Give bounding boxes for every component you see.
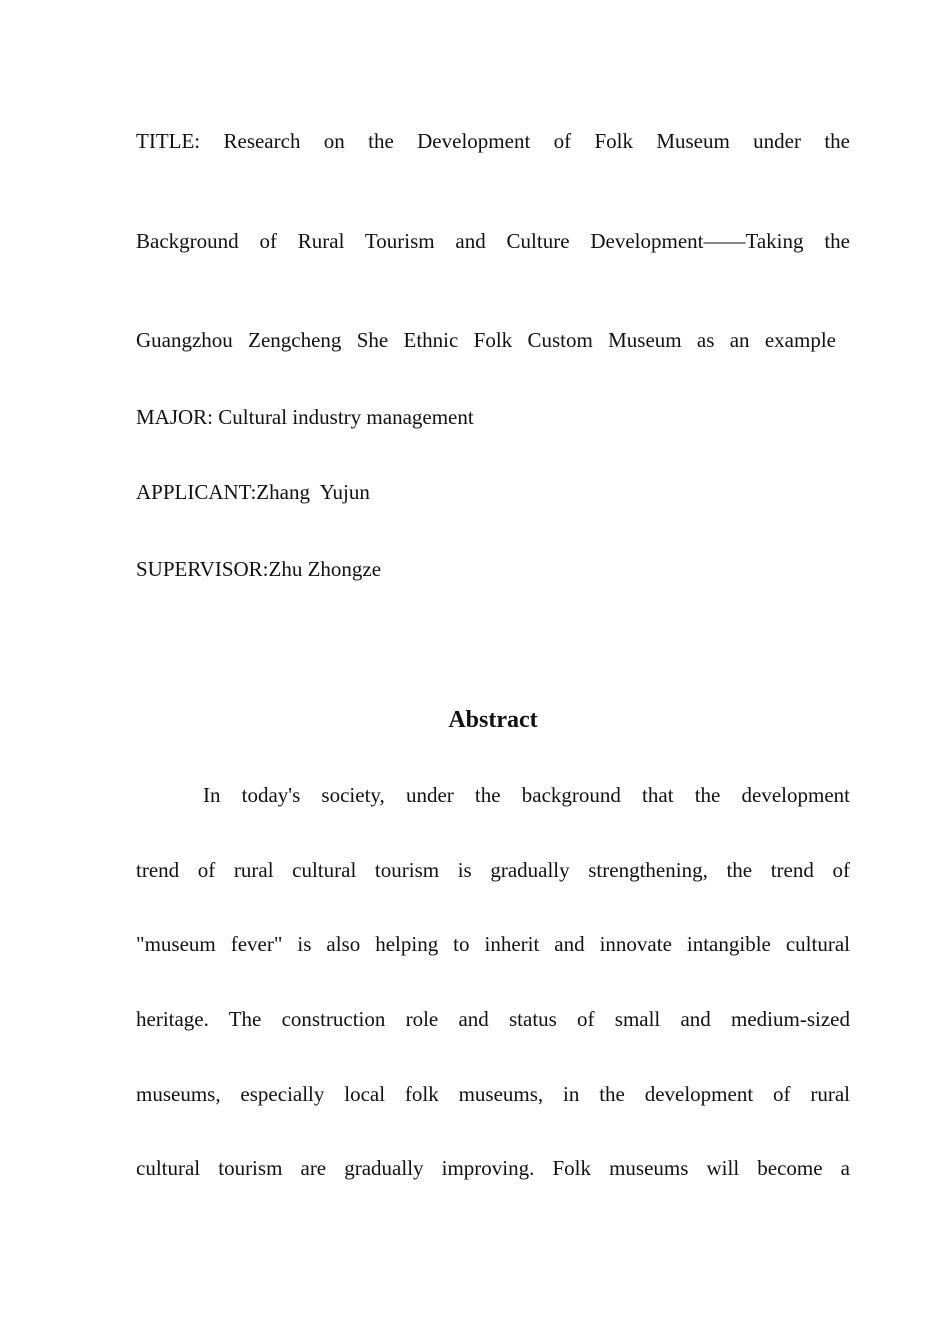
abstract-line-6: cultural tourism are gradually improving. Folk museums will become a bbox=[136, 1156, 850, 1180]
abstract-line-3: "museum fever" is also helping to inherit and innovate intangible cultural bbox=[136, 932, 850, 956]
title-line-3: Guangzhou Zengcheng She Ethnic Folk Custom Museum as an example bbox=[136, 328, 836, 352]
supervisor-line: SUPERVISOR:Zhu Zhongze bbox=[136, 557, 382, 581]
abstract-line-5: museums, especially local folk museums, in the development of rural bbox=[136, 1082, 850, 1106]
major-line: MAJOR: Cultural industry management bbox=[136, 405, 474, 429]
title-line-2: Background of Rural Tourism and Culture Development——Taking the bbox=[136, 229, 850, 253]
abstract-line-4: heritage. The construction role and status of small and medium-sized bbox=[136, 1007, 850, 1031]
title-line-1: TITLE: Research on the Development of Folk Museum under the bbox=[136, 129, 850, 153]
abstract-line-2: trend of rural cultural tourism is gradually strengthening, the trend of bbox=[136, 858, 850, 882]
abstract-line-1: In today's society, under the background that the development bbox=[203, 783, 850, 807]
abstract-heading: Abstract bbox=[448, 707, 538, 733]
applicant-line: APPLICANT:Zhang Yujun bbox=[136, 480, 370, 504]
